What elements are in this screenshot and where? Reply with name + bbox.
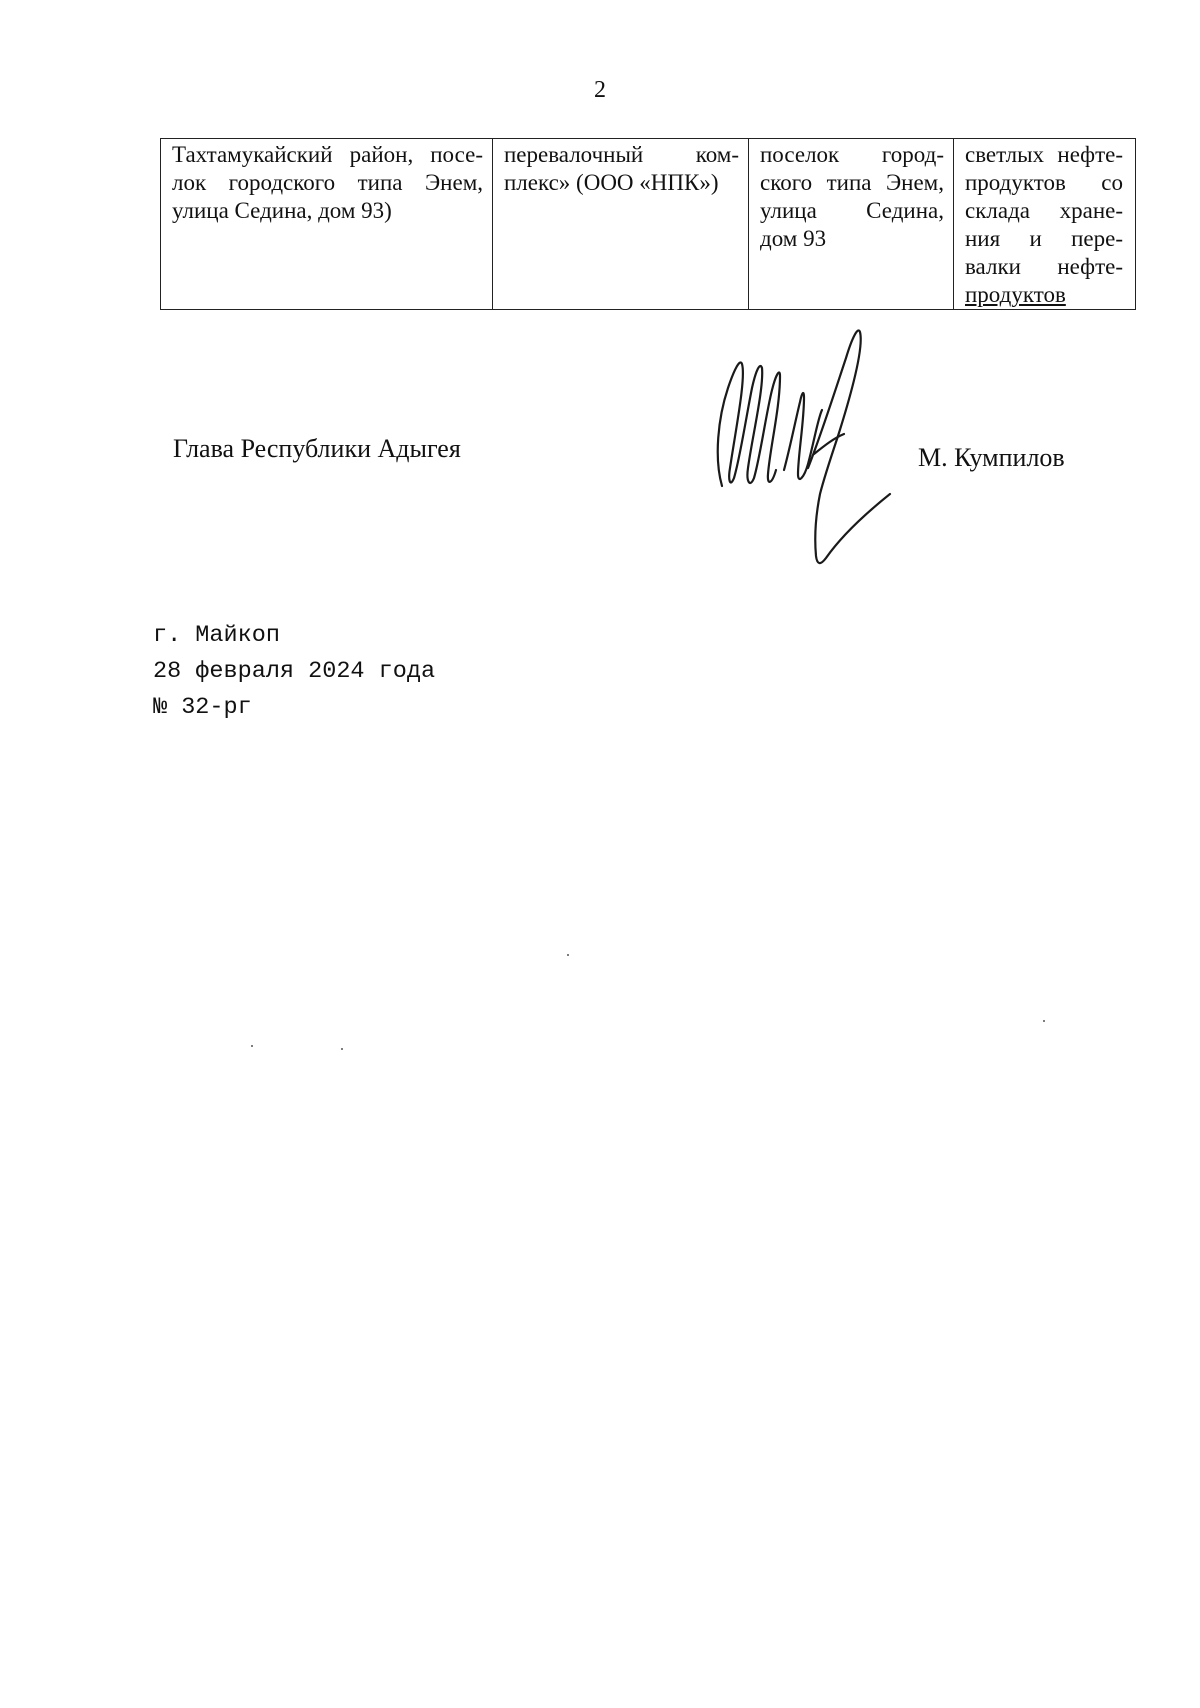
handwritten-signature-icon	[700, 318, 900, 580]
cell-line: перевалочный ком-	[504, 142, 739, 167]
cell-line: склада хране-	[965, 198, 1123, 223]
page-number: 2	[594, 77, 606, 103]
signatory-name: М. Кумпилов	[918, 443, 1065, 472]
footer-number: № 32-рг	[153, 694, 252, 721]
footer-city: г. Майкоп	[153, 622, 280, 649]
table-cell-location	[161, 139, 493, 310]
cell-line: светлых нефте-	[965, 142, 1123, 167]
cell-line: продуктов со	[965, 170, 1123, 195]
table-cell-activity	[954, 139, 1136, 310]
cell-line: улица Седина, дом 93)	[172, 198, 392, 223]
scan-speck	[567, 954, 569, 956]
scan-speck	[1043, 1020, 1045, 1022]
table-cell-address	[749, 139, 954, 310]
cell-line: улица Седина,	[760, 198, 944, 223]
cell-line: Тахтамукайский район, посе-	[172, 142, 483, 167]
table-cell-organization	[493, 139, 749, 310]
footer-date: 28 февраля 2024 года	[153, 658, 436, 685]
scan-speck	[251, 1045, 253, 1047]
scan-speck	[341, 1048, 343, 1050]
cell-line: дом 93	[760, 226, 827, 251]
cell-line: плекс» (ООО «НПК»)	[504, 170, 719, 195]
cell-line: поселок город-	[760, 142, 944, 167]
cell-line: лок городского типа Энем,	[172, 170, 483, 195]
signatory-title: Глава Республики Адыгея	[173, 434, 461, 463]
cell-line: ния и пере-	[965, 226, 1123, 251]
cell-line: ского типа Энем,	[760, 170, 944, 195]
cell-line: валки нефте-	[965, 254, 1123, 279]
document-footer	[153, 618, 435, 726]
table-row	[161, 139, 1136, 310]
objects-table	[160, 138, 1136, 310]
cell-line: продуктов	[965, 282, 1066, 307]
